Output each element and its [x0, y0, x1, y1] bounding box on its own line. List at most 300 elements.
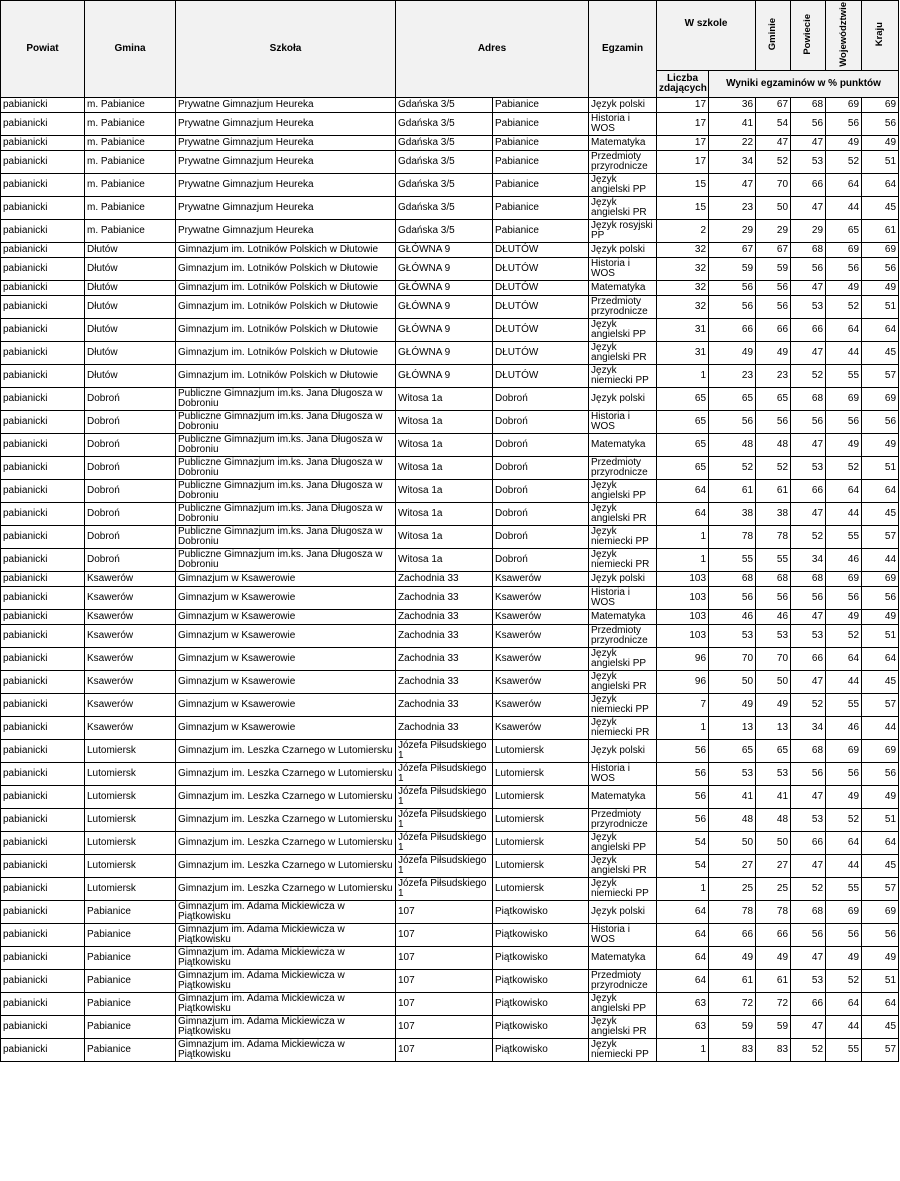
powiat-cell: pabianicki	[1, 549, 85, 572]
wynik-wojewodztwo-cell: 64	[826, 174, 862, 197]
egzamin-cell: Historia i WOS	[589, 113, 657, 136]
wynik-szkola-cell: 47	[709, 174, 756, 197]
miejscowosc-cell: DŁUTÓW	[493, 319, 589, 342]
egzamin-cell: Język niemiecki PR	[589, 717, 657, 740]
table-row	[1, 342, 899, 365]
szkola-cell: Gimnazjum im. Lotników Polskich w Dłutowie	[176, 296, 396, 319]
wynik-kraj-cell: 57	[862, 694, 899, 717]
liczba-zdajacych-cell: 17	[657, 151, 709, 174]
miejscowosc-cell: DŁUTÓW	[493, 365, 589, 388]
liczba-zdajacych-cell: 65	[657, 411, 709, 434]
wynik-szkola-cell: 29	[709, 220, 756, 243]
wynik-gmina-cell: 49	[756, 342, 791, 365]
wynik-powiat-cell: 56	[791, 587, 826, 610]
szkola-cell: Gimnazjum im. Adama Mickiewicza w Piątkowisku	[176, 993, 396, 1016]
liczba-zdajacych-cell: 1	[657, 878, 709, 901]
powiat-cell: pabianicki	[1, 970, 85, 993]
table-row	[1, 296, 899, 319]
wynik-gmina-cell: 50	[756, 832, 791, 855]
egzamin-cell: Język angielski PR	[589, 1016, 657, 1039]
wynik-szkola-cell: 49	[709, 342, 756, 365]
powiat-cell: pabianicki	[1, 480, 85, 503]
miejscowosc-cell: Pabianice	[493, 113, 589, 136]
egzamin-cell: Język niemiecki PP	[589, 694, 657, 717]
egzamin-cell: Historia i WOS	[589, 763, 657, 786]
miejscowosc-cell: Lutomiersk	[493, 740, 589, 763]
wynik-kraj-cell: 51	[862, 457, 899, 480]
ulica-cell: Gdańska 3/5	[396, 174, 493, 197]
wynik-kraj-cell: 64	[862, 319, 899, 342]
powiat-cell: pabianicki	[1, 694, 85, 717]
egzamin-cell: Język polski	[589, 901, 657, 924]
table-row	[1, 717, 899, 740]
table-row	[1, 740, 899, 763]
egzamin-cell: Język angielski PR	[589, 342, 657, 365]
powiat-cell: pabianicki	[1, 174, 85, 197]
szkola-cell: Publiczne Gimnazjum im.ks. Jana Długosza w Dobroniu	[176, 549, 396, 572]
wynik-wojewodztwo-cell: 49	[826, 434, 862, 457]
miejscowosc-cell: Lutomiersk	[493, 878, 589, 901]
gmina-cell: Ksawerów	[85, 694, 176, 717]
wynik-kraj-cell: 69	[862, 388, 899, 411]
table-row	[1, 970, 899, 993]
wynik-kraj-cell: 45	[862, 855, 899, 878]
wynik-kraj-cell: 45	[862, 503, 899, 526]
header-gmina: Gmina	[85, 1, 176, 98]
header-powiat: Powiat	[1, 1, 85, 98]
wynik-gmina-cell: 53	[756, 625, 791, 648]
egzamin-cell: Historia i WOS	[589, 924, 657, 947]
ulica-cell: Zachodnia 33	[396, 587, 493, 610]
wynik-szkola-cell: 36	[709, 98, 756, 113]
gmina-cell: m. Pabianice	[85, 197, 176, 220]
liczba-zdajacych-cell: 63	[657, 1016, 709, 1039]
powiat-cell: pabianicki	[1, 671, 85, 694]
wynik-powiat-cell: 34	[791, 717, 826, 740]
wynik-powiat-cell: 53	[791, 296, 826, 319]
wynik-szkola-cell: 66	[709, 924, 756, 947]
gmina-cell: Dłutów	[85, 296, 176, 319]
powiat-cell: pabianicki	[1, 763, 85, 786]
wynik-wojewodztwo-cell: 49	[826, 281, 862, 296]
ulica-cell: 107	[396, 924, 493, 947]
table-row	[1, 1016, 899, 1039]
szkola-cell: Gimnazjum im. Adama Mickiewicza w Piątkowisku	[176, 970, 396, 993]
table-row	[1, 220, 899, 243]
egzamin-cell: Matematyka	[589, 136, 657, 151]
wynik-gmina-cell: 61	[756, 480, 791, 503]
powiat-cell: pabianicki	[1, 610, 85, 625]
wynik-wojewodztwo-cell: 56	[826, 763, 862, 786]
wynik-powiat-cell: 52	[791, 878, 826, 901]
liczba-zdajacych-cell: 15	[657, 174, 709, 197]
szkola-cell: Prywatne Gimnazjum Heureka	[176, 174, 396, 197]
wynik-szkola-cell: 55	[709, 549, 756, 572]
gmina-cell: Dobroń	[85, 549, 176, 572]
liczba-zdajacych-cell: 96	[657, 648, 709, 671]
gmina-cell: m. Pabianice	[85, 220, 176, 243]
ulica-cell: Witosa 1a	[396, 526, 493, 549]
wynik-gmina-cell: 56	[756, 411, 791, 434]
szkola-cell: Gimnazjum im. Lotników Polskich w Dłutowie	[176, 281, 396, 296]
wynik-powiat-cell: 56	[791, 113, 826, 136]
egzamin-cell: Język polski	[589, 388, 657, 411]
wynik-kraj-cell: 64	[862, 832, 899, 855]
wynik-powiat-cell: 47	[791, 197, 826, 220]
wynik-kraj-cell: 69	[862, 740, 899, 763]
wynik-wojewodztwo-cell: 44	[826, 197, 862, 220]
wynik-powiat-cell: 56	[791, 411, 826, 434]
miejscowosc-cell: Piątkowisko	[493, 901, 589, 924]
gmina-cell: Ksawerów	[85, 587, 176, 610]
wynik-szkola-cell: 61	[709, 480, 756, 503]
powiat-cell: pabianicki	[1, 832, 85, 855]
table-row	[1, 809, 899, 832]
miejscowosc-cell: DŁUTÓW	[493, 342, 589, 365]
wynik-kraj-cell: 56	[862, 587, 899, 610]
gmina-cell: Dłutów	[85, 342, 176, 365]
miejscowosc-cell: Pabianice	[493, 98, 589, 113]
szkola-cell: Gimnazjum im. Adama Mickiewicza w Piątkowisku	[176, 1039, 396, 1062]
liczba-zdajacych-cell: 64	[657, 480, 709, 503]
gmina-cell: Dobroń	[85, 434, 176, 457]
table-row	[1, 98, 899, 113]
ulica-cell: Witosa 1a	[396, 549, 493, 572]
liczba-zdajacych-cell: 15	[657, 197, 709, 220]
egzamin-cell: Język polski	[589, 572, 657, 587]
powiat-cell: pabianicki	[1, 947, 85, 970]
table-row	[1, 503, 899, 526]
szkola-cell: Gimnazjum im. Leszka Czarnego w Lutomiersku	[176, 763, 396, 786]
szkola-cell: Gimnazjum w Ksawerowie	[176, 625, 396, 648]
powiat-cell: pabianicki	[1, 411, 85, 434]
wynik-kraj-cell: 64	[862, 480, 899, 503]
gmina-cell: m. Pabianice	[85, 174, 176, 197]
egzamin-cell: Język angielski PP	[589, 480, 657, 503]
wynik-gmina-cell: 50	[756, 197, 791, 220]
egzamin-cell: Język polski	[589, 98, 657, 113]
ulica-cell: Zachodnia 33	[396, 671, 493, 694]
liczba-zdajacych-cell: 31	[657, 342, 709, 365]
szkola-cell: Gimnazjum im. Lotników Polskich w Dłutowie	[176, 258, 396, 281]
miejscowosc-cell: DŁUTÓW	[493, 296, 589, 319]
ulica-cell: GŁÓWNA 9	[396, 365, 493, 388]
egzamin-cell: Język angielski PP	[589, 319, 657, 342]
miejscowosc-cell: Pabianice	[493, 220, 589, 243]
liczba-zdajacych-cell: 54	[657, 832, 709, 855]
wynik-kraj-cell: 49	[862, 610, 899, 625]
wynik-powiat-cell: 52	[791, 365, 826, 388]
wynik-gmina-cell: 65	[756, 388, 791, 411]
ulica-cell: 107	[396, 993, 493, 1016]
gmina-cell: Pabianice	[85, 901, 176, 924]
table-row	[1, 526, 899, 549]
liczba-zdajacych-cell: 1	[657, 549, 709, 572]
miejscowosc-cell: Pabianice	[493, 151, 589, 174]
szkola-cell: Gimnazjum im. Lotników Polskich w Dłutowie	[176, 319, 396, 342]
wynik-gmina-cell: 54	[756, 113, 791, 136]
table-row	[1, 457, 899, 480]
wynik-powiat-cell: 52	[791, 1039, 826, 1062]
miejscowosc-cell: DŁUTÓW	[493, 243, 589, 258]
wynik-kraj-cell: 64	[862, 993, 899, 1016]
wynik-gmina-cell: 78	[756, 526, 791, 549]
wynik-szkola-cell: 13	[709, 717, 756, 740]
gmina-cell: Dobroń	[85, 526, 176, 549]
wynik-gmina-cell: 52	[756, 151, 791, 174]
miejscowosc-cell: Pabianice	[493, 197, 589, 220]
table-row	[1, 694, 899, 717]
liczba-zdajacych-cell: 64	[657, 901, 709, 924]
wynik-kraj-cell: 56	[862, 113, 899, 136]
miejscowosc-cell: DŁUTÓW	[493, 281, 589, 296]
wynik-powiat-cell: 56	[791, 258, 826, 281]
wynik-wojewodztwo-cell: 64	[826, 480, 862, 503]
wynik-powiat-cell: 53	[791, 970, 826, 993]
egzamin-cell: Język niemiecki PP	[589, 878, 657, 901]
egzamin-cell: Matematyka	[589, 947, 657, 970]
wynik-wojewodztwo-cell: 64	[826, 993, 862, 1016]
gmina-cell: Pabianice	[85, 993, 176, 1016]
gmina-cell: Lutomiersk	[85, 855, 176, 878]
powiat-cell: pabianicki	[1, 365, 85, 388]
wynik-powiat-cell: 29	[791, 220, 826, 243]
wynik-wojewodztwo-cell: 44	[826, 1016, 862, 1039]
ulica-cell: Zachodnia 33	[396, 625, 493, 648]
ulica-cell: Józefa Piłsudskiego 1	[396, 786, 493, 809]
header-powiecie: Powiecie	[791, 1, 826, 71]
egzamin-cell: Matematyka	[589, 786, 657, 809]
wynik-gmina-cell: 59	[756, 258, 791, 281]
miejscowosc-cell: Ksawerów	[493, 671, 589, 694]
wynik-powiat-cell: 66	[791, 993, 826, 1016]
gmina-cell: Lutomiersk	[85, 740, 176, 763]
wynik-kraj-cell: 49	[862, 281, 899, 296]
miejscowosc-cell: Ksawerów	[493, 587, 589, 610]
wynik-szkola-cell: 27	[709, 855, 756, 878]
table-row	[1, 924, 899, 947]
wynik-gmina-cell: 47	[756, 136, 791, 151]
table-row	[1, 625, 899, 648]
wynik-kraj-cell: 69	[862, 572, 899, 587]
wynik-gmina-cell: 50	[756, 671, 791, 694]
powiat-cell: pabianicki	[1, 587, 85, 610]
wynik-wojewodztwo-cell: 44	[826, 671, 862, 694]
wynik-wojewodztwo-cell: 49	[826, 136, 862, 151]
wynik-kraj-cell: 51	[862, 970, 899, 993]
gmina-cell: Pabianice	[85, 1039, 176, 1062]
egzamin-cell: Język rosyjski PP	[589, 220, 657, 243]
egzamin-cell: Przedmioty przyrodnicze	[589, 151, 657, 174]
gmina-cell: Lutomiersk	[85, 763, 176, 786]
wynik-kraj-cell: 57	[862, 365, 899, 388]
wynik-wojewodztwo-cell: 55	[826, 1039, 862, 1062]
miejscowosc-cell: Lutomiersk	[493, 809, 589, 832]
wynik-wojewodztwo-cell: 56	[826, 258, 862, 281]
gmina-cell: Pabianice	[85, 924, 176, 947]
wynik-kraj-cell: 56	[862, 258, 899, 281]
gmina-cell: Ksawerów	[85, 671, 176, 694]
wynik-wojewodztwo-cell: 52	[826, 151, 862, 174]
szkola-cell: Publiczne Gimnazjum im.ks. Jana Długosza w Dobroniu	[176, 457, 396, 480]
egzamin-cell: Język angielski PR	[589, 503, 657, 526]
table-row	[1, 549, 899, 572]
gmina-cell: m. Pabianice	[85, 98, 176, 113]
wynik-gmina-cell: 29	[756, 220, 791, 243]
wynik-wojewodztwo-cell: 55	[826, 526, 862, 549]
ulica-cell: Witosa 1a	[396, 457, 493, 480]
gmina-cell: m. Pabianice	[85, 136, 176, 151]
wynik-kraj-cell: 44	[862, 549, 899, 572]
wynik-kraj-cell: 57	[862, 878, 899, 901]
table-row	[1, 434, 899, 457]
egzamin-cell: Język niemiecki PP	[589, 1039, 657, 1062]
wynik-szkola-cell: 83	[709, 1039, 756, 1062]
szkola-cell: Gimnazjum im. Adama Mickiewicza w Piątkowisku	[176, 901, 396, 924]
wynik-gmina-cell: 49	[756, 694, 791, 717]
szkola-cell: Prywatne Gimnazjum Heureka	[176, 151, 396, 174]
gmina-cell: Dobroń	[85, 457, 176, 480]
miejscowosc-cell: Piątkowisko	[493, 1016, 589, 1039]
gmina-cell: Dłutów	[85, 243, 176, 258]
wynik-szkola-cell: 41	[709, 786, 756, 809]
gmina-cell: Lutomiersk	[85, 832, 176, 855]
wynik-powiat-cell: 47	[791, 610, 826, 625]
liczba-zdajacych-cell: 56	[657, 786, 709, 809]
wynik-gmina-cell: 67	[756, 243, 791, 258]
wynik-szkola-cell: 56	[709, 296, 756, 319]
egzamin-cell: Język angielski PR	[589, 197, 657, 220]
wynik-wojewodztwo-cell: 46	[826, 717, 862, 740]
wynik-szkola-cell: 61	[709, 970, 756, 993]
ulica-cell: Zachodnia 33	[396, 648, 493, 671]
wynik-powiat-cell: 47	[791, 1016, 826, 1039]
miejscowosc-cell: Piątkowisko	[493, 993, 589, 1016]
wynik-wojewodztwo-cell: 44	[826, 855, 862, 878]
gmina-cell: Lutomiersk	[85, 809, 176, 832]
powiat-cell: pabianicki	[1, 526, 85, 549]
gmina-cell: Ksawerów	[85, 717, 176, 740]
wynik-wojewodztwo-cell: 56	[826, 113, 862, 136]
wynik-powiat-cell: 47	[791, 786, 826, 809]
miejscowosc-cell: Lutomiersk	[493, 763, 589, 786]
wynik-szkola-cell: 72	[709, 993, 756, 1016]
liczba-zdajacych-cell: 64	[657, 970, 709, 993]
wynik-gmina-cell: 67	[756, 98, 791, 113]
wynik-gmina-cell: 56	[756, 281, 791, 296]
wynik-gmina-cell: 49	[756, 947, 791, 970]
wynik-kraj-cell: 69	[862, 243, 899, 258]
wynik-wojewodztwo-cell: 56	[826, 587, 862, 610]
ulica-cell: 107	[396, 901, 493, 924]
szkola-cell: Gimnazjum w Ksawerowie	[176, 610, 396, 625]
liczba-zdajacych-cell: 1	[657, 365, 709, 388]
miejscowosc-cell: Pabianice	[493, 174, 589, 197]
szkola-cell: Prywatne Gimnazjum Heureka	[176, 220, 396, 243]
wynik-gmina-cell: 38	[756, 503, 791, 526]
wynik-gmina-cell: 68	[756, 572, 791, 587]
table-row	[1, 136, 899, 151]
wynik-gmina-cell: 70	[756, 648, 791, 671]
wynik-wojewodztwo-cell: 69	[826, 243, 862, 258]
wynik-powiat-cell: 68	[791, 243, 826, 258]
wynik-kraj-cell: 64	[862, 648, 899, 671]
egzamin-cell: Przedmioty przyrodnicze	[589, 457, 657, 480]
wynik-kraj-cell: 57	[862, 526, 899, 549]
table-row	[1, 319, 899, 342]
header-wojewodztwie: Województwie	[826, 1, 862, 71]
table-row	[1, 610, 899, 625]
szkola-cell: Gimnazjum im. Adama Mickiewicza w Piątkowisku	[176, 947, 396, 970]
wynik-szkola-cell: 49	[709, 694, 756, 717]
wynik-kraj-cell: 45	[862, 197, 899, 220]
wynik-szkola-cell: 50	[709, 832, 756, 855]
wynik-powiat-cell: 53	[791, 809, 826, 832]
wynik-gmina-cell: 78	[756, 901, 791, 924]
wynik-kraj-cell: 49	[862, 136, 899, 151]
egzamin-cell: Matematyka	[589, 610, 657, 625]
gmina-cell: Pabianice	[85, 947, 176, 970]
liczba-zdajacych-cell: 103	[657, 625, 709, 648]
wynik-gmina-cell: 25	[756, 878, 791, 901]
ulica-cell: Józefa Piłsudskiego 1	[396, 809, 493, 832]
gmina-cell: Ksawerów	[85, 625, 176, 648]
wynik-powiat-cell: 68	[791, 901, 826, 924]
table-row	[1, 671, 899, 694]
wynik-powiat-cell: 68	[791, 388, 826, 411]
ulica-cell: Zachodnia 33	[396, 610, 493, 625]
ulica-cell: GŁÓWNA 9	[396, 258, 493, 281]
wynik-kraj-cell: 56	[862, 411, 899, 434]
table-row	[1, 480, 899, 503]
wynik-szkola-cell: 49	[709, 947, 756, 970]
wynik-gmina-cell: 13	[756, 717, 791, 740]
wynik-powiat-cell: 68	[791, 98, 826, 113]
gmina-cell: Dobroń	[85, 411, 176, 434]
wynik-kraj-cell: 44	[862, 717, 899, 740]
wynik-szkola-cell: 66	[709, 319, 756, 342]
szkola-cell: Gimnazjum im. Leszka Czarnego w Lutomiersku	[176, 809, 396, 832]
wynik-kraj-cell: 51	[862, 809, 899, 832]
wynik-szkola-cell: 59	[709, 1016, 756, 1039]
header-wyniki: Wyniki egzaminów w % punktów	[709, 71, 899, 98]
egzamin-cell: Język niemiecki PP	[589, 365, 657, 388]
wynik-powiat-cell: 47	[791, 671, 826, 694]
wynik-wojewodztwo-cell: 52	[826, 809, 862, 832]
table-row	[1, 587, 899, 610]
header-gminie: Gminie	[756, 1, 791, 71]
ulica-cell: Witosa 1a	[396, 388, 493, 411]
liczba-zdajacych-cell: 103	[657, 587, 709, 610]
wynik-gmina-cell: 66	[756, 924, 791, 947]
table-row	[1, 572, 899, 587]
gmina-cell: Ksawerów	[85, 572, 176, 587]
liczba-zdajacych-cell: 63	[657, 993, 709, 1016]
ulica-cell: Witosa 1a	[396, 480, 493, 503]
wynik-powiat-cell: 53	[791, 625, 826, 648]
wynik-kraj-cell: 57	[862, 1039, 899, 1062]
egzamin-cell: Język angielski PP	[589, 648, 657, 671]
wynik-szkola-cell: 41	[709, 113, 756, 136]
wynik-kraj-cell: 49	[862, 786, 899, 809]
ulica-cell: Zachodnia 33	[396, 572, 493, 587]
gmina-cell: m. Pabianice	[85, 113, 176, 136]
gmina-cell: Dobroń	[85, 503, 176, 526]
egzamin-cell: Język angielski PP	[589, 174, 657, 197]
szkola-cell: Publiczne Gimnazjum im.ks. Jana Długosza w Dobroniu	[176, 526, 396, 549]
wynik-szkola-cell: 68	[709, 572, 756, 587]
szkola-cell: Gimnazjum im. Leszka Czarnego w Lutomiersku	[176, 740, 396, 763]
